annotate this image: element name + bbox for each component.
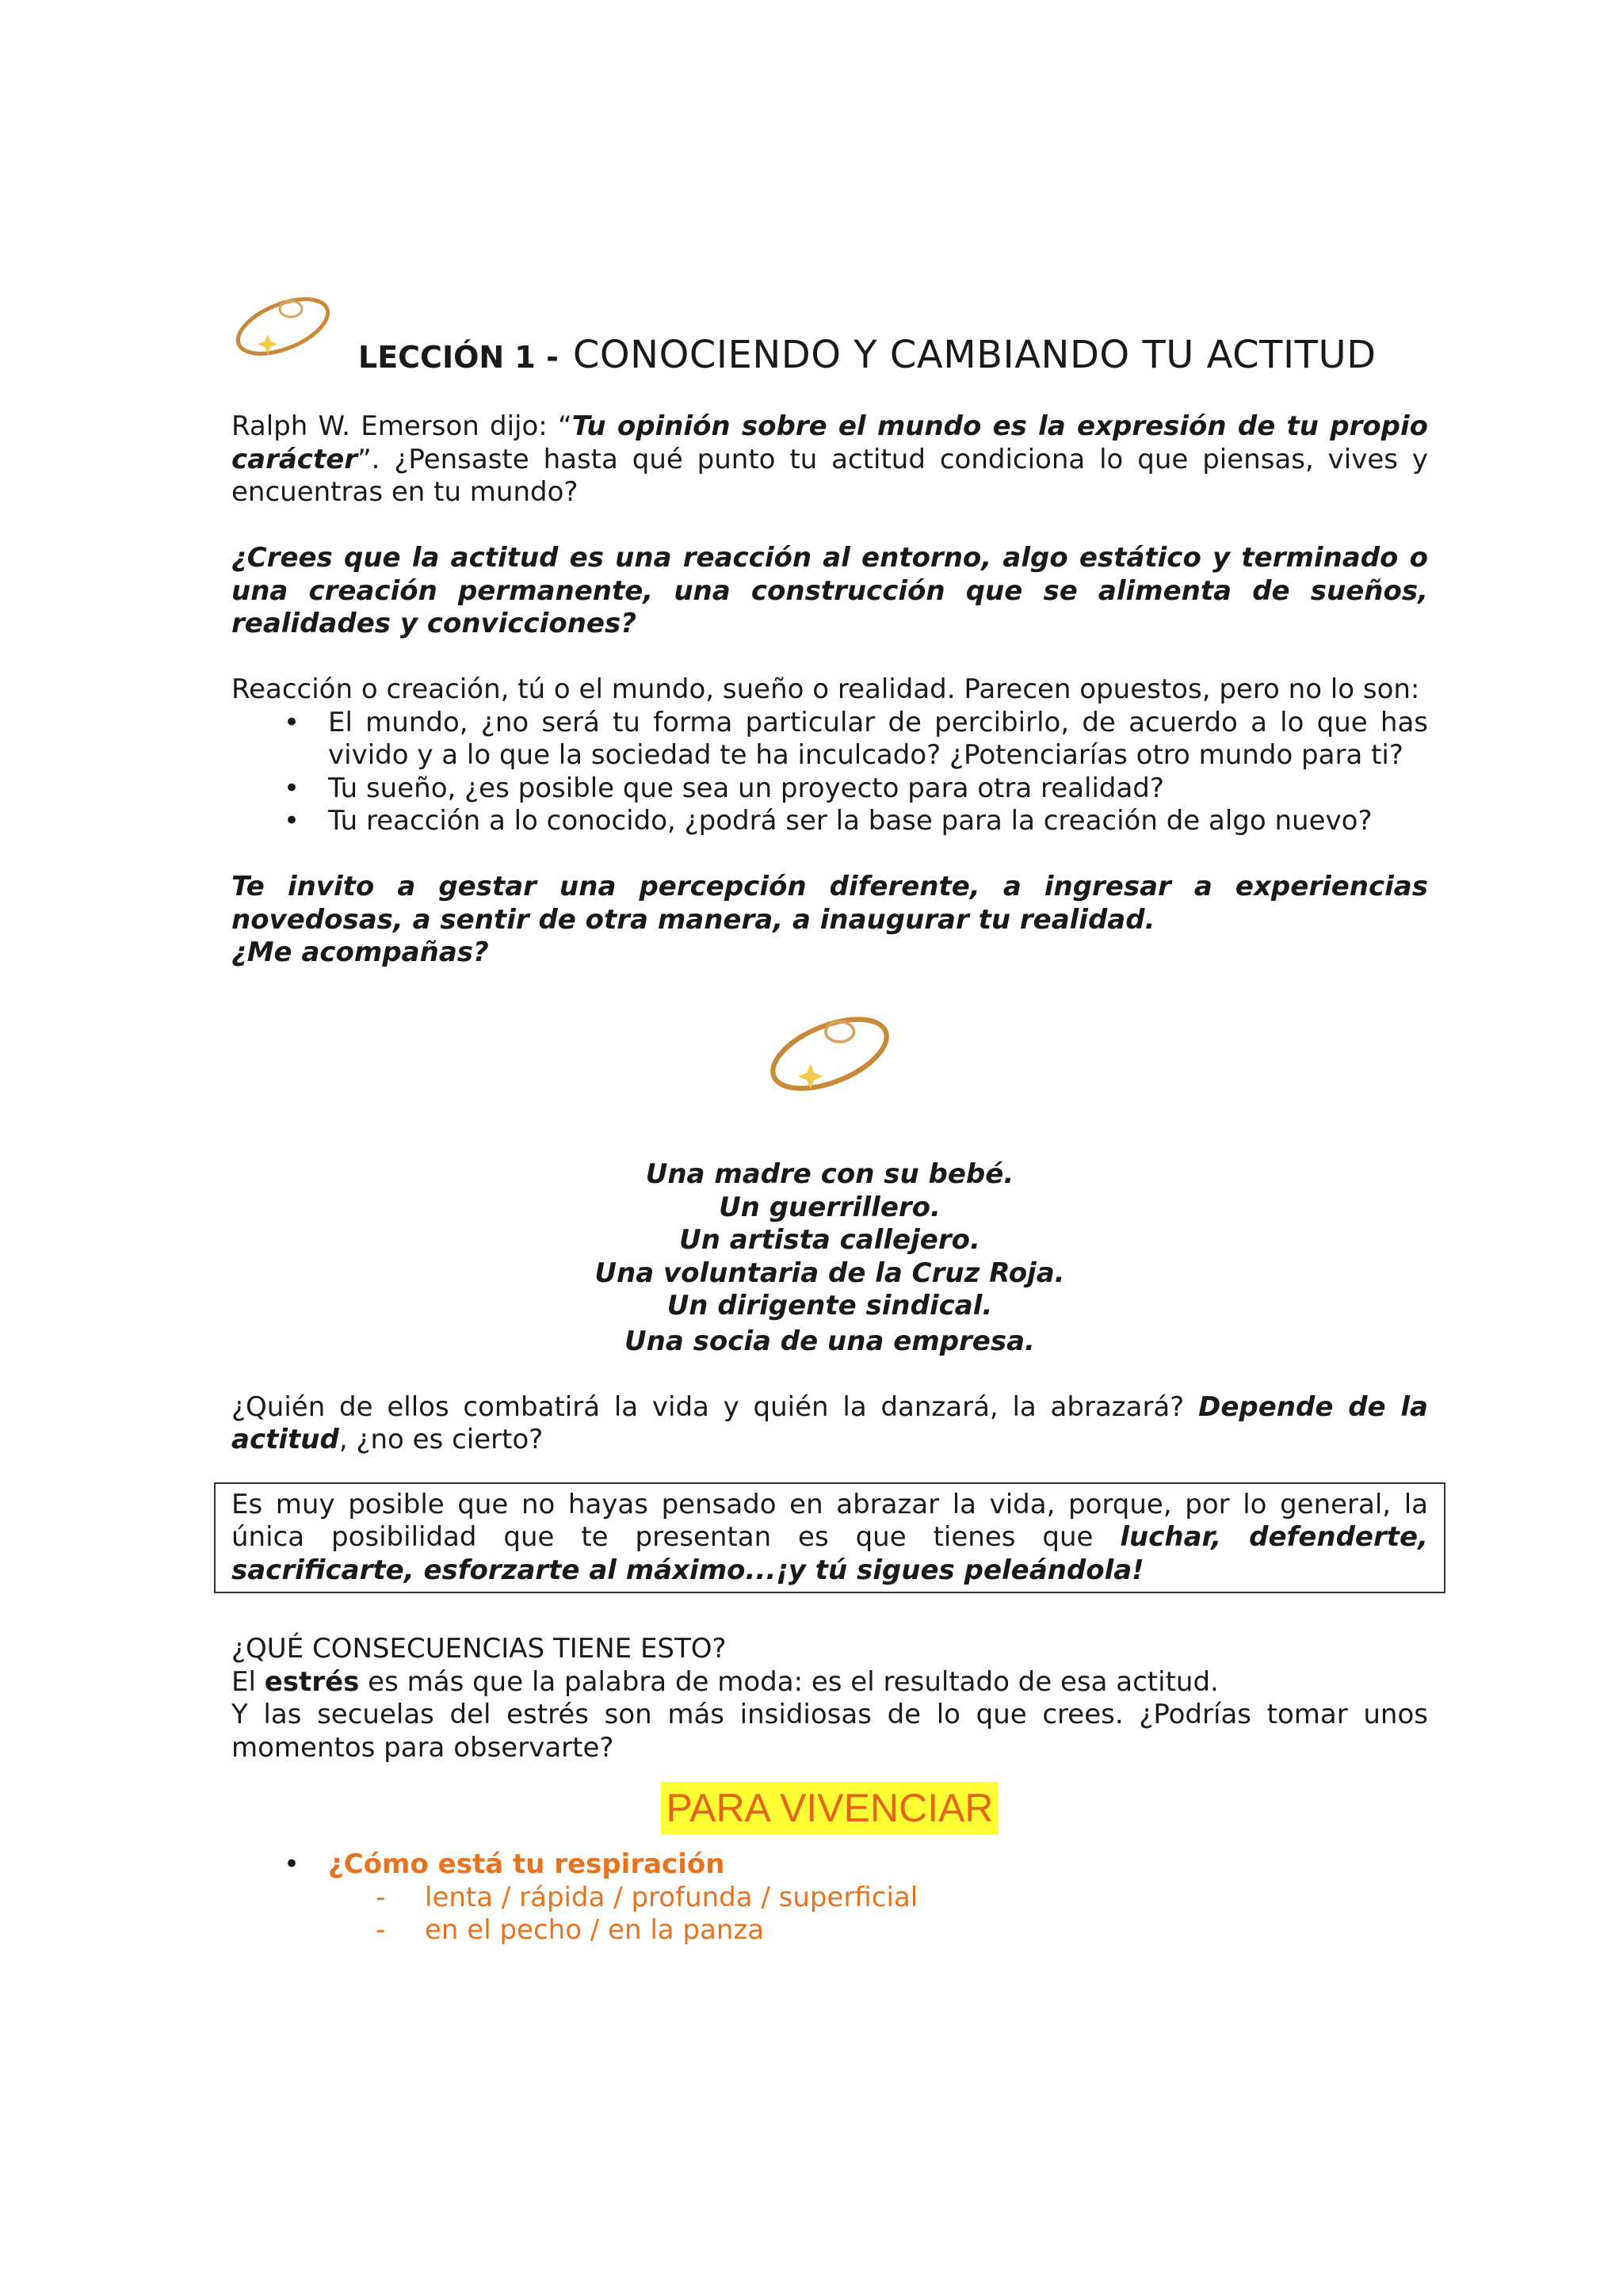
list-item: • Tu sueño, ¿es posible que sea un proyecto para otra realidad?: [284, 772, 1164, 804]
list-item: - lenta / rápida / profunda / superficial: [376, 1881, 918, 1913]
invitation-text: Te invito a gestar una percepción diferente, a ingresar a experiencias novedosas, a sentir de otra manera, a inaugurar tu realidad.: [231, 871, 1428, 936]
dance-question: ¿Quién de ellos combatirá la vida y quién la danzará, la abrazará? Depende de la actitud, ¿no es cierto?: [231, 1390, 1429, 1455]
swirl-star-logo-icon: [223, 285, 342, 372]
reflection-list: [231, 707, 1428, 838]
para-vivenciar-heading: PARA VIVENCIAR: [661, 1782, 998, 1834]
consequences-heading: ¿QUÉ CONSECUENCIAS TIENE ESTO?: [231, 1633, 727, 1665]
list-item: Una socia de una empresa.: [624, 1325, 1035, 1357]
logo-divider: [231, 1001, 1428, 1121]
lesson-body: [231, 410, 1428, 1947]
list-item: - en el pecho / en la panza: [376, 1914, 765, 1946]
secuelas-paragraph: Y las secuelas del estrés son más insidiosas de lo que crees. ¿Podrías tomar unos momentos para observarte?: [231, 1699, 1428, 1764]
list-item: Una madre con su bebé.: [645, 1158, 1014, 1190]
people-list: [231, 1158, 1428, 1358]
breathing-list: [231, 1848, 1428, 1882]
list-item: Un guerrillero.: [719, 1191, 941, 1223]
list-item: • El mundo, ¿no será tu forma particular de percibirlo, de acuerdo a lo que has vivido y a lo que la sociedad te ha inculcado? ¿Potenciarías otro mundo para ti?: [284, 706, 1428, 771]
list-item: Una voluntaria de la Cruz Roja.: [594, 1257, 1065, 1289]
list-item: • Tu reacción a lo conocido, ¿podrá ser la base para la creación de algo nuevo?: [284, 805, 1373, 837]
list-item: Un dirigente sindical.: [666, 1290, 993, 1322]
highlight-box: Es muy posible que no hayas pensado en abrazar la vida, porque, por lo general, la única posibilidad que te presentan es que tienes que luchar, defenderte, sacrificarte, esforzarte al máximo...¡y tú sigues peleándola!: [214, 1482, 1445, 1594]
opposites-intro: Reacción o creación, tú o el mundo, sueño o realidad. Parecen opuestos, pero no lo son:: [231, 673, 1420, 705]
invitation-question: ¿Me acompañas?: [231, 936, 489, 968]
lesson-title: CONOCIENDO Y CAMBIANDO TU ACTITUD: [572, 333, 1377, 377]
emerson-quote: Tu opinión sobre el mundo es la expresión de tu propio carácter: [231, 410, 1429, 475]
lesson-heading: [358, 333, 1377, 377]
stress-line: El estrés es más que la palabra de moda: es el resultado de esa actitud.: [231, 1665, 1219, 1698]
attitude-question: ¿Crees que la actitud es una reacción al entorno, algo estático y terminado o una creación permanente, una construcción que se alimenta de sueños, realidades y convicciones?: [231, 542, 1428, 639]
intro-question: ”. ¿Pensaste hasta qué punto tu actitud condiciona lo que piensas, vives y encuentras en tu mundo?: [231, 443, 1428, 508]
list-item: • ¿Cómo está tu respiración: [284, 1848, 725, 1880]
swirl-star-logo-icon: [754, 1001, 905, 1112]
intro-lead: Ralph W. Emerson dijo: “: [231, 410, 572, 442]
list-item: Un artista callejero.: [679, 1224, 980, 1256]
intro-paragraph: [231, 410, 1428, 509]
lesson-label: LECCIÓN 1 -: [358, 340, 559, 375]
